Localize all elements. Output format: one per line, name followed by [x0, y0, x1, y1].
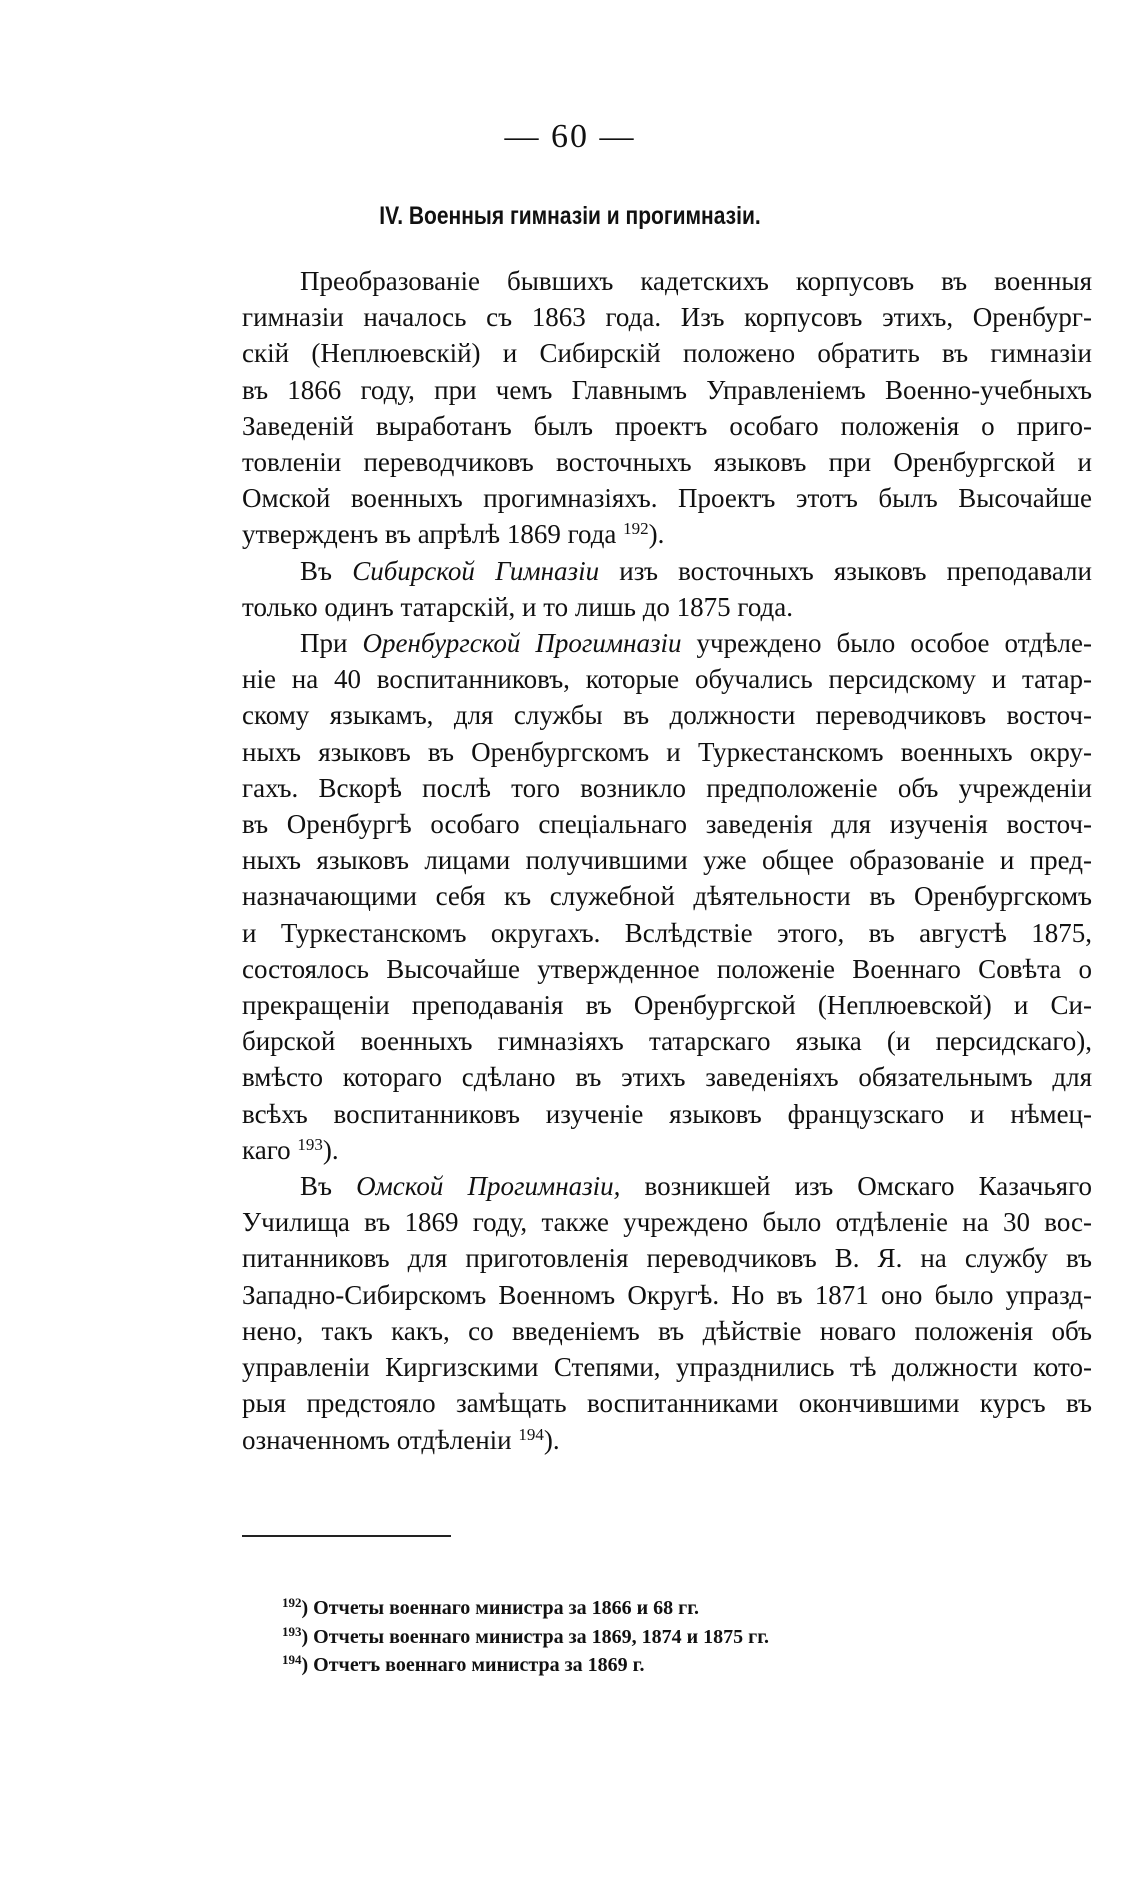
paragraph	[242, 1168, 1092, 1458]
line-text: товленіи переводчиковъ восточныхъ языковъ при Оренбургской и	[242, 447, 1092, 478]
footnote-ref: 192	[623, 519, 649, 539]
line-text: возникшей изъ Омскаго Казачьяго	[620, 1171, 1092, 1202]
footnote-ref: 194	[518, 1424, 544, 1444]
text-line	[242, 1059, 1092, 1095]
italic-title: Омской Прогимназіи,	[356, 1171, 621, 1202]
line-text: Преобразованіе бывшихъ кадетскихъ корпусовъ въ военныя	[300, 266, 1092, 296]
italic-title: Оренбургской Прогимназіи	[362, 628, 682, 659]
line-text: Въ	[300, 555, 353, 586]
text-line	[242, 1204, 1092, 1240]
line-text: всѣхъ воспитанниковъ изученіе языковъ французскаго и нѣмец-	[242, 1098, 1092, 1129]
text-line	[242, 842, 1092, 878]
footnote-text: ) Отчеты военнаго министра за 1869, 1874 и 1875 гг.	[301, 1625, 770, 1648]
text-line	[242, 335, 1092, 371]
footnote-text: ) Отчеты военнаго министра за 1866 и 68 гг.	[301, 1597, 700, 1619]
text-line	[242, 299, 1092, 335]
text-line	[242, 1349, 1092, 1385]
text-line	[242, 951, 1092, 987]
footnote-divider	[242, 1535, 451, 1537]
footnotes	[282, 1594, 1022, 1680]
footnote-ref: 193	[297, 1134, 323, 1154]
line-text: вмѣсто котораго сдѣлано въ этихъ заведеніяхъ обязательнымъ для	[242, 1062, 1092, 1093]
body-text	[242, 263, 1092, 1458]
line-text: ніе на 40 воспитанниковъ, которые обучались персидскому и татар-	[242, 664, 1092, 695]
line-text: гахъ. Вскорѣ послѣ того возникло предположеніе объ учрежденіи	[242, 772, 1092, 803]
text-line	[242, 697, 1092, 733]
text-line	[242, 1132, 1092, 1168]
line-text: изъ восточныхъ языковъ преподавали	[599, 555, 1092, 586]
text-line	[242, 516, 1092, 552]
text-line	[242, 806, 1092, 842]
text-line	[242, 1168, 1092, 1204]
line-text: нено, такъ какъ, со введеніемъ въ дѣйствіе новаго положенія объ	[242, 1315, 1092, 1346]
line-text: въ Оренбургѣ особаго спеціальнаго заведенія для изученія восточ-	[242, 809, 1092, 840]
line-text: гимназіи началось съ 1863 года. Изъ корпусовъ этихъ, Оренбург-	[242, 302, 1092, 333]
section-heading: IV. Военныя гимназіи и прогимназіи.	[379, 202, 761, 230]
line-text: ).	[543, 1424, 560, 1455]
footnote-number: 192	[282, 1595, 302, 1610]
text-line	[242, 1096, 1092, 1132]
text-line	[242, 1422, 1092, 1458]
footnote	[282, 1623, 1022, 1652]
paragraph	[242, 263, 1092, 553]
line-text: въ 1866 году, при чемъ Главнымъ Управленіемъ Военно-учебныхъ	[242, 374, 1092, 405]
footnote-number: 194	[282, 1652, 302, 1667]
line-text: утвержденъ въ апрѣлѣ 1869 года	[242, 519, 624, 550]
paragraph	[242, 625, 1092, 1168]
text-line	[242, 770, 1092, 806]
text-line	[242, 734, 1092, 770]
line-text: рыя предстояло замѣщать воспитанниками окончившими курсъ въ	[242, 1388, 1092, 1419]
footnote	[282, 1594, 1022, 1623]
text-line	[242, 553, 1092, 589]
text-line	[242, 408, 1092, 444]
line-text: Омской военныхъ прогимназіяхъ. Проектъ этотъ былъ Высочайше	[242, 483, 1092, 514]
footnote-number: 193	[282, 1623, 302, 1639]
text-line	[242, 625, 1092, 661]
text-line	[242, 1313, 1092, 1349]
text-line	[242, 1277, 1092, 1313]
line-text: и Туркестанскомъ округахъ. Вслѣдствіе этого, въ августѣ 1875,	[242, 917, 1092, 948]
text-line	[242, 915, 1092, 951]
line-text: каго	[242, 1134, 298, 1165]
line-text: назначающими себя къ служебной дѣятельности въ Оренбургскомъ	[242, 881, 1092, 912]
line-text: ).	[648, 519, 665, 550]
text-line	[242, 372, 1092, 408]
footnote	[282, 1651, 1022, 1680]
line-text: означенномъ отдѣленіи	[242, 1424, 519, 1455]
text-line	[242, 1023, 1092, 1059]
line-text: питанниковъ для приготовленія переводчиковъ В. Я. на службу въ	[242, 1243, 1092, 1274]
footnote-text: ) Отчетъ военнаго министра за 1869 г.	[301, 1654, 645, 1676]
line-text: скій (Неплюевскій) и Сибирскій положено обратить въ гимназіи	[242, 338, 1092, 369]
line-text: только одинъ татарскій, и то лишь до 1875 года.	[242, 591, 794, 622]
line-text: управленіи Киргизскими Степями, упразднились тѣ должности кото-	[242, 1352, 1092, 1383]
text-line	[242, 661, 1092, 697]
line-text: прекращеніи преподаванія въ Оренбургской (Неплюевской) и Си-	[242, 990, 1092, 1021]
text-line	[242, 878, 1092, 914]
line-text: скому языкамъ, для службы въ должности переводчиковъ восточ-	[242, 700, 1092, 731]
text-line	[242, 987, 1092, 1023]
line-text: ныхъ языковъ лицами получившими уже общее образованіе и пред-	[242, 845, 1092, 876]
text-line	[242, 263, 1092, 299]
line-text: Въ	[300, 1171, 357, 1202]
line-text: Заведеній выработанъ былъ проектъ особаго положенія о приго-	[242, 410, 1092, 441]
line-text: При	[300, 628, 363, 659]
line-text: Училища въ 1869 году, также учреждено было отдѣленіе на 30 вос-	[242, 1207, 1092, 1238]
text-line	[242, 480, 1092, 516]
line-text: ныхъ языковъ въ Оренбургскомъ и Туркестанскомъ военныхъ окру-	[242, 736, 1092, 767]
line-text: бирской военныхъ гимназіяхъ татарскаго языка (и персидскаго),	[242, 1026, 1092, 1057]
italic-title: Сибирской Гимназіи	[352, 555, 600, 586]
line-text: состоялось Высочайше утвержденное положеніе Военнаго Совѣта о	[242, 953, 1092, 984]
line-text: Западно-Сибирскомъ Военномъ Округѣ. Но въ 1871 оно было упразд-	[242, 1279, 1092, 1310]
text-line	[242, 1240, 1092, 1276]
line-text: ).	[322, 1134, 339, 1165]
text-line	[242, 589, 1092, 625]
page-number: — 60 —	[504, 118, 636, 155]
text-line	[242, 444, 1092, 480]
paragraph	[242, 553, 1092, 625]
text-line	[242, 1385, 1092, 1421]
line-text: учреждено было особое отдѣле-	[681, 628, 1092, 659]
